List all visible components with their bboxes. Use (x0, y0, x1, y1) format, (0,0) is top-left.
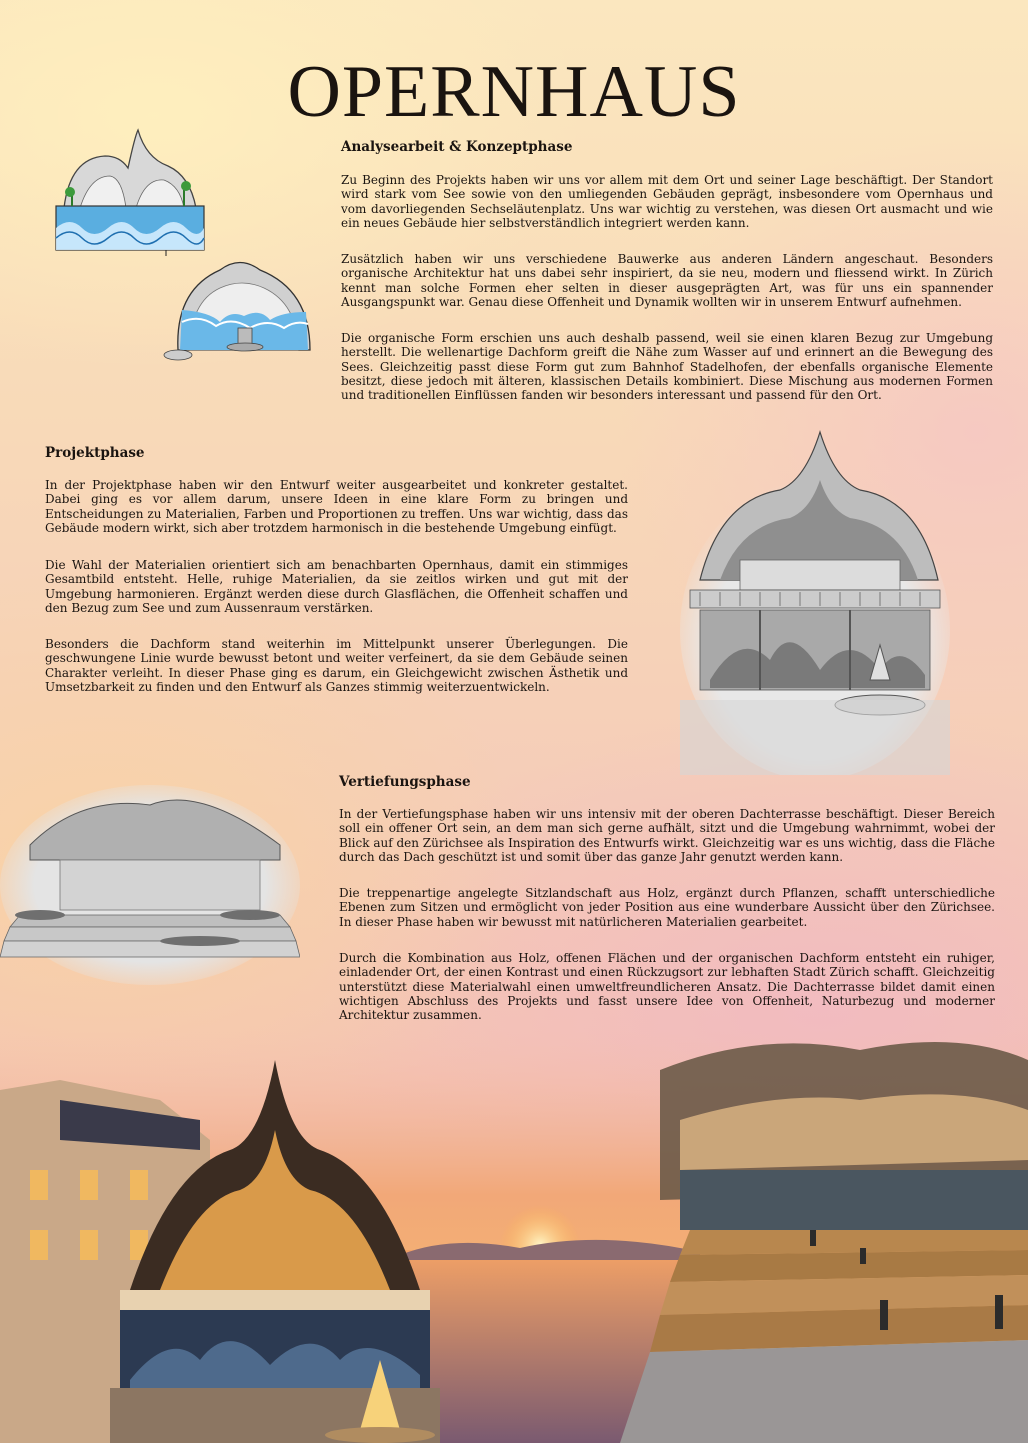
page-title: OPERNHAUS (287, 51, 741, 133)
projekt-paragraph-3: Besonders die Dachform stand weiterhin im Mittelpunkt unserer Überlegungen. Die geschwungene Linie wurde bewusst betont und weiter verfeinert, da sie dem Gebäude seinen Charakter verleiht. In dieser Phase ging es darum, ein Gleichgewicht zwischen Ästhetik und Umsetzbarkeit zu finden und den Entwurf als Ganzes stimmig weiterzuentwickeln. (45, 637, 628, 694)
terrace-pencil-rendering (0, 785, 300, 985)
projekt-paragraph-1: In der Projektphase haben wir den Entwurf weiter ausgearbeitet und konkreter gestaltet. Dabei ging es vor allem darum, unsere Ideen in eine klare Form zu bringen und Entscheidungen zu Materialien, Farben und Proportionen zu treffen. Uns war wichtig, dass das Gebäude modern wirkt, sich aber trotzdem harmonisch in die bestehende Umgebung einfügt. (45, 478, 628, 535)
analyse-paragraph-1: Zu Beginn des Projekts haben wir uns vor allem mit dem Ort und seiner Lage beschäftigt. Der Standort wird stark vom See sowie von den umliegenden Gebäuden geprägt, insbesondere vom Opernhaus und vom davorliegenden Sechseläutenplatz. Uns war wichtig zu verstehen, was diesen Ort ausmacht und wie ein neues Gebäude hier selbstverständlich integriert werden kann. (341, 173, 993, 230)
vertiefung-paragraph-1: In der Vertiefungsphase haben wir uns intensiv mit der oberen Dachterrasse beschäftigt. Dieser Bereich soll ein offener Ort sein, an dem man sich gerne aufhält, sitzt und die Umgebung wahrnimmt, wobei der Blick auf den Zürichsee als Inspiration des Entwurfs wirkt. Gleichzeitig war es uns wichtig, dass die Fläche durch das Dach geschützt ist und somit über das ganze Jahr genutzt werden kann. (339, 807, 995, 864)
section-heading-projekt: Projektphase (45, 445, 145, 461)
vertiefung-paragraph-2: Die treppenartige angelegte Sitzlandschaft aus Holz, ergänzt durch Pflanzen, schafft unterschiedliche Ebenen zum Sitzen und ermöglicht von jeder Position aus eine wunderbare Aussicht über den Zürichsee. In dieser Phase haben wir bewusst mit natürlicheren Materialien gearbeitet. (339, 886, 995, 929)
section-heading-vertiefung: Vertiefungsphase (339, 774, 471, 790)
concept-sketch-dome (160, 250, 330, 365)
section-heading-analyse: Analysearbeit & Konzeptphase (341, 139, 573, 155)
vertiefung-paragraph-3: Durch die Kombination aus Holz, offenen Flächen und der organischen Dachform entsteht ein ruhiger, einladender Ort, der einen Kontrast und einen Rückzugsort zur lebhaften Stadt Zürich schafft. Gleichzeitig unterstützt diese Materialwahl einen umweltfreundlicheren Ansatz. Die Dachterrasse bildet damit einen wichtigen Abschluss des Projekts und fasst unsere Idee von Offenheit, Naturbezug und moderner Architektur zusammen. (339, 951, 995, 1023)
analyse-paragraph-2: Zusätzlich haben wir uns verschiedene Bauwerke aus anderen Ländern angeschaut. Besonders organische Architektur hat uns dabei sehr inspiriert, da sie neu, modern und fliessend wirkt. In Zürich kennt man solche Formen eher selten in dieser ausgeprägten Art, was für uns ein spannender Ausgangspunkt war. Genau diese Offenheit und Dynamik wollten wir in unserem Entwurf aufnehmen. (341, 252, 993, 309)
pavilion-pencil-rendering (680, 430, 950, 775)
concept-sketch-wave (50, 128, 210, 258)
projekt-paragraph-2: Die Wahl der Materialien orientiert sich am benachbarten Opernhaus, damit ein stimmiges Gesamtbild entsteht. Helle, ruhige Materialien, da sie zeitlos wirken und gut mit der Umgebung harmonieren. Ergänzt werden diese durch Glasflächen, die Offenheit schaffen und den Bezug zum See und zum Aussenraum verstärken. (45, 558, 628, 615)
opera-sunset-rendering (0, 1030, 1028, 1443)
analyse-paragraph-3: Die organische Form erschien uns auch deshalb passend, weil sie einen klaren Bezug zur Umgebung herstellt. Die wellenartige Dachform greift die Nähe zum Wasser auf und erinnert an die Bewegung des Sees. Gleichzeitig passt diese Form gut zum Bahnhof Stadelhofen, der ebenfalls organische Elemente besitzt, diese jedoch mit älteren, klassischen Details kombiniert. Diese Mischung aus modernen Formen und traditionellen Einflüssen fanden wir besonders interessant und passend für den Ort. (341, 331, 993, 403)
